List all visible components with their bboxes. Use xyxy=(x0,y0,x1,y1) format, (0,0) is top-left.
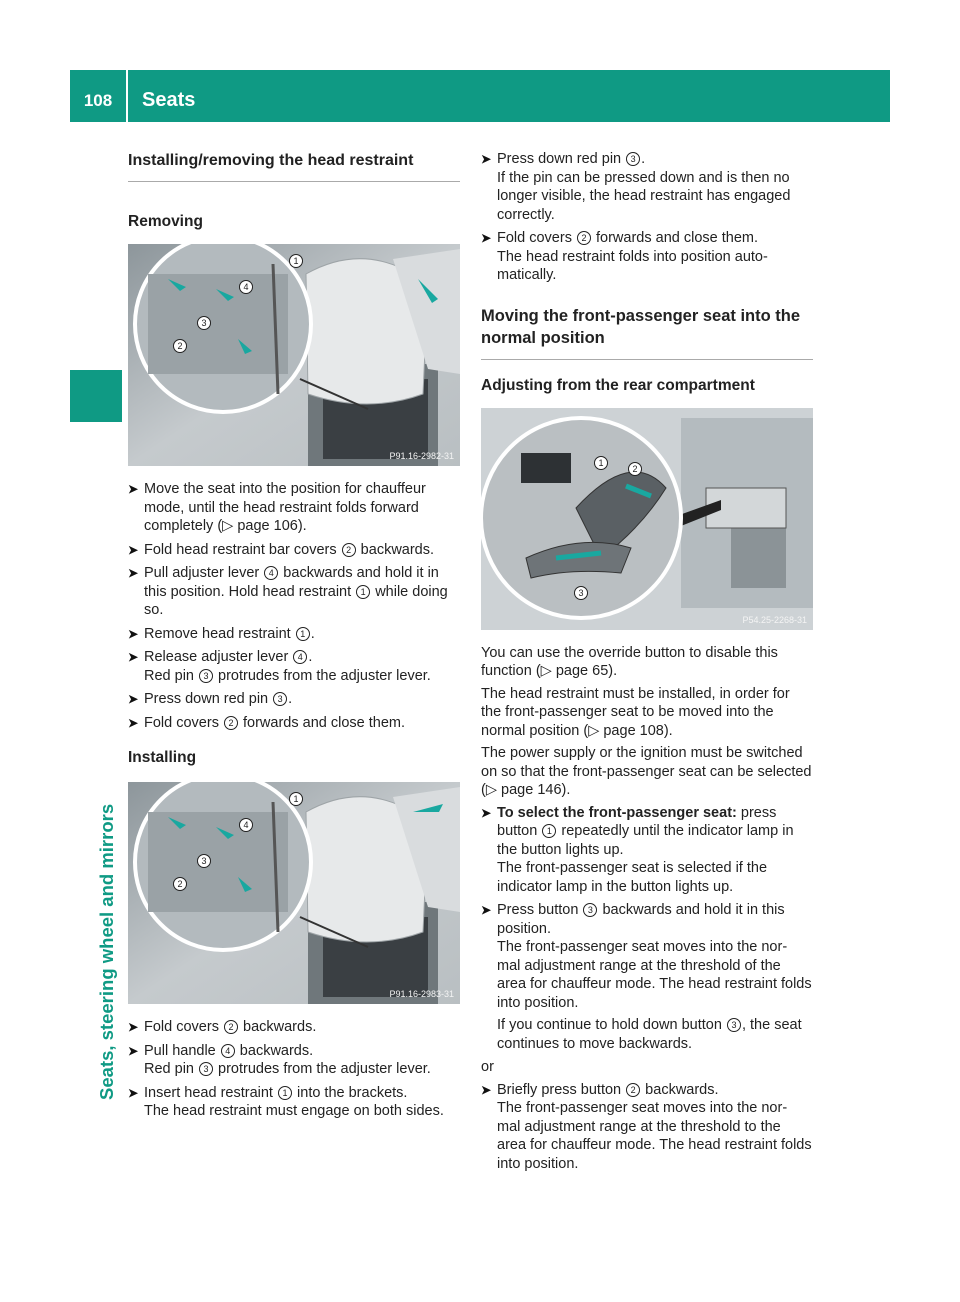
paragraph-power-supply: The power supply or the ignition must be switched on so that the front-passenger seat can be selected (▷ page 146). xyxy=(481,745,812,798)
installing-step-1: ➤ Fold covers 2 backwards. xyxy=(128,1019,317,1035)
brief-press-step: ➤ Briefly press button 2 backwards. The front-passenger seat moves into the nor- mal adjustment range at the threshold to the area for chauffeur mode. The head restraint folds into position. xyxy=(481,1081,812,1172)
section-title-head-restraint: Installing/removing the head restraint xyxy=(128,150,460,182)
or-label: or xyxy=(481,1059,494,1075)
subheading-rear-compartment: Adjusting from the rear compartment xyxy=(481,376,755,394)
page-ref-icon: ▷ xyxy=(222,518,234,534)
callout-2: 2 xyxy=(628,462,642,476)
step-arrow-icon: ➤ xyxy=(128,715,139,730)
step-arrow-icon: ➤ xyxy=(128,626,139,641)
callout-2: 2 xyxy=(173,339,187,353)
step-arrow-icon: ➤ xyxy=(128,650,139,664)
callout-3: 3 xyxy=(197,316,211,330)
step-arrow-icon: ➤ xyxy=(128,1085,139,1100)
step-arrow-icon: ➤ xyxy=(481,903,492,917)
section-title-front-passenger: Moving the front-passenger seat into the normal position xyxy=(481,305,813,360)
step-arrow-icon: ➤ xyxy=(128,1043,139,1058)
figure-removing xyxy=(128,244,460,466)
removing-step-6: ➤ Press down red pin 3 . xyxy=(128,691,293,707)
figure-code: P54.25-2268-31 xyxy=(742,614,807,625)
figure-installing xyxy=(128,782,460,1004)
callout-4: 4 xyxy=(239,818,253,832)
installing-steps xyxy=(128,1018,460,1121)
installing-step-3: ➤ Insert head restraint 1 into the brackets. The head restraint must engage on both sides. xyxy=(128,1084,444,1119)
head-restraint-illustration xyxy=(128,782,460,1004)
side-tab-label: Seats, steering wheel and mirrors xyxy=(96,803,117,1100)
paragraph-head-restraint: The head restraint must be installed, in order for the front-passenger seat to be moved into the normal position (▷ page 108). xyxy=(481,685,790,739)
removing-step-5: ➤ Release adjuster lever 4 . Red pin 3 protrudes from the adjuster lever. xyxy=(128,649,431,684)
continued-step-2: ➤ Fold covers 2 forwards and close them. The head restraint folds into position auto- matically. xyxy=(481,230,768,283)
callout-2: 2 xyxy=(173,877,187,891)
subheading-installing: Installing xyxy=(128,749,197,766)
callout-3: 3 xyxy=(197,854,211,868)
side-tab-marker xyxy=(70,370,122,422)
removing-step-4: ➤ Remove head restraint 1 . xyxy=(128,625,315,642)
removing-step-7: ➤ Fold covers 2 forwards and close them. xyxy=(128,714,406,731)
callout-1: 1 xyxy=(289,254,303,268)
page-ref-icon: ▷ xyxy=(588,722,600,739)
page-number: 108 xyxy=(83,91,113,110)
left-column xyxy=(128,150,460,1126)
removing-step-2: ➤ Fold head restraint bar covers 2 backwards. xyxy=(128,541,435,558)
seat-adjust-illustration xyxy=(481,408,813,630)
step-arrow-icon: ➤ xyxy=(481,231,492,245)
removing-step-3: ➤ Pull adjuster lever 4 backwards and hold it in this position. Hold head restraint 1 while doing so. xyxy=(128,565,448,618)
paragraph-override: You can use the override button to disable this function (▷ page 65). xyxy=(481,644,778,679)
step-arrow-icon: ➤ xyxy=(481,1082,492,1097)
press-button-step: ➤ Press button 3 backwards and hold it in this position. The front-passenger seat moves into the nor- mal adjustment range at the threshold of the area for chauffeur mode. The head restraint folds into position. If you continue to hold down button 3 , the seat continues to move backwards. xyxy=(481,902,812,1052)
subheading-removing: Removing xyxy=(128,213,203,230)
head-restraint-illustration xyxy=(128,244,460,466)
step-arrow-icon: ➤ xyxy=(128,566,139,580)
select-seat-step: ➤ To select the front-passenger seat: press button 1 repeatedly until the indicator lamp in the button lights up. The front-passenger seat is selected if the indicator lamp in the button lights up. xyxy=(481,804,794,895)
figure-code: P91.16-2982-31 xyxy=(389,451,454,461)
figure-code: P91.16-2983-31 xyxy=(389,989,454,999)
step-arrow-icon: ➤ xyxy=(128,1020,139,1034)
removing-steps xyxy=(128,480,460,732)
installing-step-2: ➤ Pull handle 4 backwards. Red pin 3 protrudes from the adjuster lever. xyxy=(128,1042,431,1077)
header-divider xyxy=(126,70,128,122)
continued-step-1: ➤ Press down red pin 3 . If the pin can be pressed down and is then no longer visible, the head restraint has engaged correctly. xyxy=(481,151,791,223)
removing-step-1: ➤ Move the seat into the position for chauffeur mode, until the head restraint folds forward completely (▷ page 106). xyxy=(128,481,426,534)
step-arrow-icon: ➤ xyxy=(128,542,139,557)
step-arrow-icon: ➤ xyxy=(128,482,139,496)
callout-4: 4 xyxy=(239,280,253,294)
right-column xyxy=(481,150,813,1178)
callout-1: 1 xyxy=(289,792,303,806)
callout-3: 3 xyxy=(574,586,588,600)
step-arrow-icon: ➤ xyxy=(128,692,139,706)
chapter-title: Seats xyxy=(142,89,196,111)
step-arrow-icon: ➤ xyxy=(481,152,492,166)
figure-rear-compartment xyxy=(481,408,813,630)
page-ref-icon: ▷ xyxy=(485,782,497,798)
page-ref-icon: ▷ xyxy=(540,663,552,679)
step-arrow-icon: ➤ xyxy=(481,805,492,820)
rear-compartment-text xyxy=(481,644,813,1174)
callout-1: 1 xyxy=(594,456,608,470)
